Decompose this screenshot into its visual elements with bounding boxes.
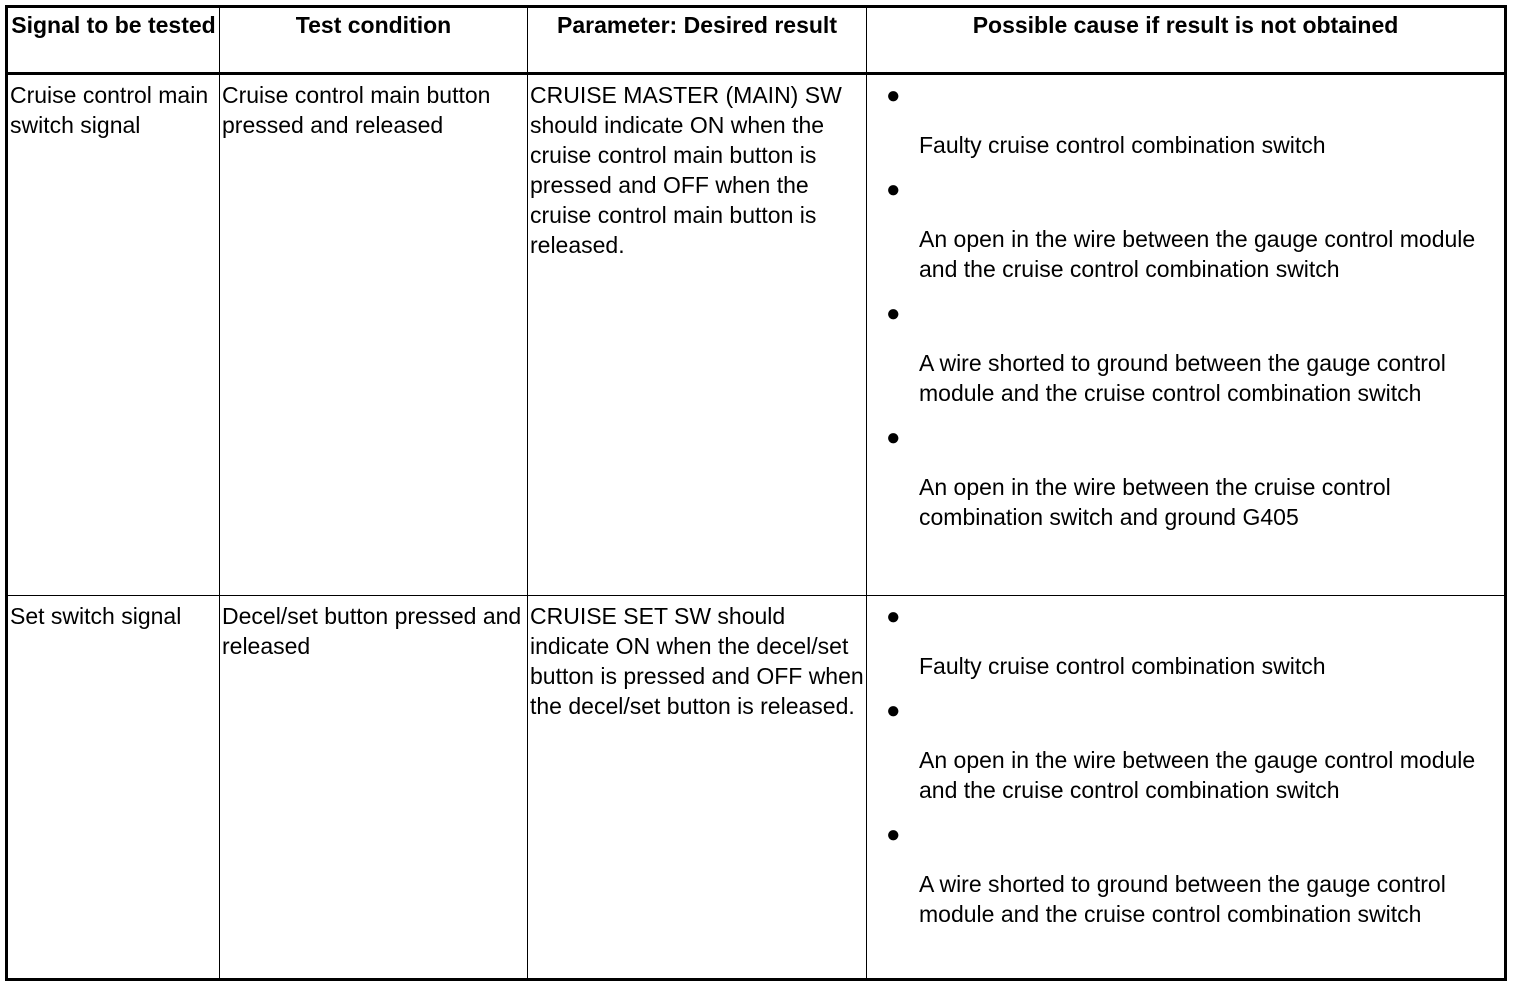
- causes-cell: [867, 74, 1506, 596]
- header-desired-result: Parameter: Desired result: [528, 7, 867, 74]
- bullet-icon: ●: [886, 424, 901, 451]
- header-possible-cause: Possible cause if result is not obtained: [867, 7, 1506, 74]
- signal-cell: Set switch signal: [7, 596, 220, 980]
- cause-text: A wire shorted to ground between the gauge control module and the cruise control combination switch: [919, 350, 1446, 406]
- cause-text: A wire shorted to ground between the gauge control module and the cruise control combination switch: [919, 871, 1446, 927]
- header-row: [7, 7, 1506, 74]
- condition-cell: Cruise control main button pressed and released: [220, 74, 528, 596]
- cause-text: An open in the wire between the gauge control module and the cruise control combination switch: [919, 226, 1476, 282]
- cause-text: An open in the wire between the gauge control module and the cruise control combination switch: [919, 747, 1476, 803]
- header-signal: Signal to be tested: [7, 7, 220, 74]
- cause-item: [869, 819, 1502, 929]
- cause-item: [869, 298, 1502, 408]
- bullet-icon: ●: [886, 300, 901, 327]
- cause-item: [869, 80, 1502, 160]
- cause-item: [869, 695, 1502, 805]
- cause-list: [869, 80, 1502, 532]
- bullet-icon: ●: [886, 176, 901, 203]
- cause-text: An open in the wire between the cruise control combination switch and ground G405: [919, 474, 1391, 530]
- bullet-icon: ●: [886, 82, 901, 109]
- cause-item: [869, 174, 1502, 284]
- bullet-icon: ●: [886, 603, 901, 630]
- bullet-icon: ●: [886, 697, 901, 724]
- causes-cell: [867, 596, 1506, 980]
- table-row: [7, 74, 1506, 596]
- condition-cell: Decel/set button pressed and released: [220, 596, 528, 980]
- diagnostic-table: [5, 5, 1507, 981]
- header-test-condition: Test condition: [220, 7, 528, 74]
- cause-text: Faulty cruise control combination switch: [919, 653, 1326, 679]
- result-cell: CRUISE SET SW should indicate ON when the decel/set button is pressed and OFF when the decel/set button is released.: [528, 596, 867, 980]
- cause-item: [869, 422, 1502, 532]
- cause-text: Faulty cruise control combination switch: [919, 132, 1326, 158]
- cause-item: [869, 601, 1502, 681]
- result-cell: CRUISE MASTER (MAIN) SW should indicate ON when the cruise control main button is pressed and OFF when the cruise control main button is released.: [528, 74, 867, 596]
- cause-list: [869, 601, 1502, 929]
- signal-cell: Cruise control main switch signal: [7, 74, 220, 596]
- table-row: [7, 596, 1506, 980]
- bullet-icon: ●: [886, 821, 901, 848]
